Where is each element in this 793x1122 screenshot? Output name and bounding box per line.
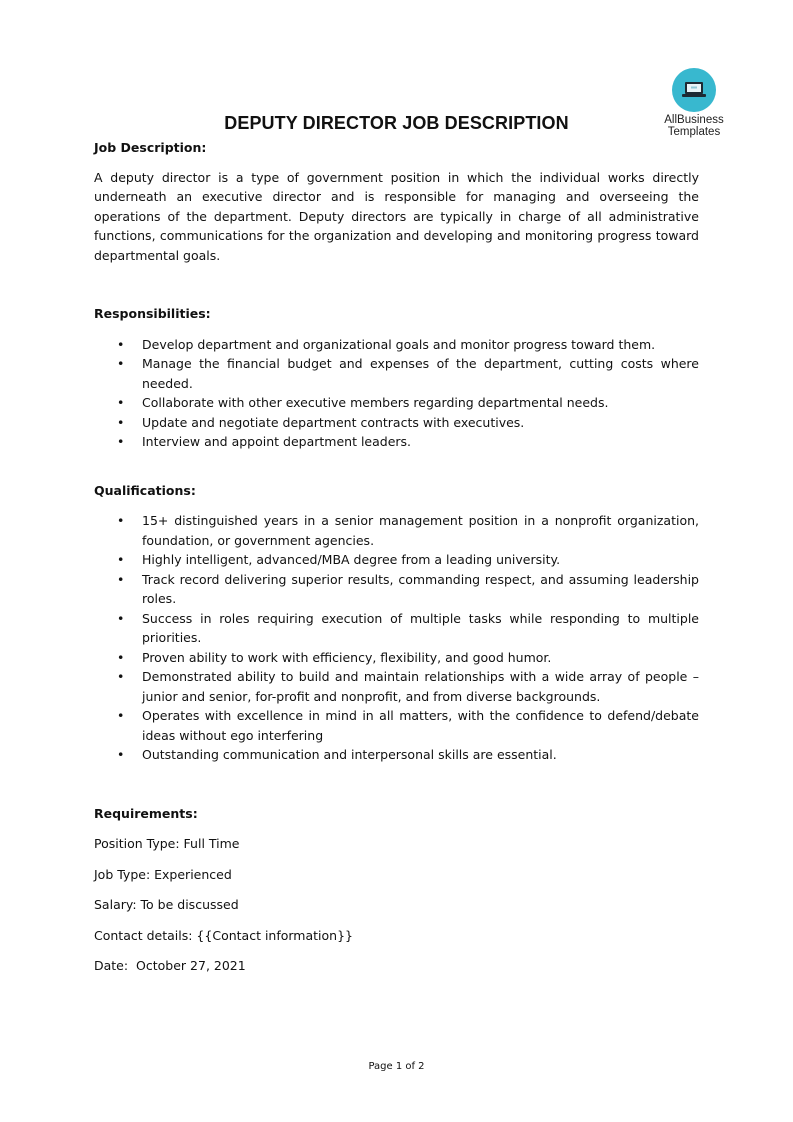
bullet-icon: • <box>117 669 125 684</box>
list-item: • Manage the financial budget and expenses of the department, cutting costs where needed. <box>117 356 699 391</box>
job-description-heading: Job Description: <box>94 140 207 155</box>
logo-circle <box>672 68 716 112</box>
responsibilities-list <box>94 335 699 452</box>
list-item: • Demonstrated ability to build and maintain relationships with a wide array of people – junior and senior, for-profit and nonprofit, and from diverse backgrounds. <box>117 669 699 704</box>
list-item: • Interview and appoint department leaders. <box>94 432 699 452</box>
document-title: DEPUTY DIRECTOR JOB DESCRIPTION <box>224 113 569 133</box>
bullet-icon: • <box>117 395 125 410</box>
logo-text-line2: Templates <box>667 126 721 138</box>
job-description-text: A deputy director is a type of government position in which the individual works directly underneath an executive director and is responsible for managing and overseeing the operations of the department. Deputy directors are typically in charge of all administrative functions, communications for the organization and developing and monitoring progress toward departmental goals. <box>94 169 699 263</box>
bullet-icon: • <box>117 552 125 567</box>
list-item: • Track record delivering superior results, commanding respect, and assuming leadership roles. <box>117 571 699 606</box>
qualifications-list <box>94 511 699 765</box>
list-item: • Outstanding communication and interpersonal skills are essential. <box>94 745 699 765</box>
job-type: Job Type: Experienced <box>94 866 232 882</box>
list-item: • Update and negotiate department contracts with executives. <box>94 413 699 433</box>
responsibilities-heading: Responsibilities: <box>94 306 211 321</box>
page-number: Page 1 of 2 <box>368 1061 425 1072</box>
bullet-icon: • <box>117 336 125 352</box>
date: Date: October 27, 2021 <box>94 958 246 973</box>
bullet-icon: • <box>117 610 125 626</box>
list-item: • Success in roles requiring execution of multiple tasks while responding to multiple priorities. <box>117 610 699 645</box>
contact-details: Contact details: {{Contact information}} <box>94 927 353 943</box>
bullet-icon: • <box>117 414 125 430</box>
bullet-icon: • <box>117 571 125 587</box>
bullet-icon: • <box>117 708 125 723</box>
position-type: Position Type: Full Time <box>94 836 240 851</box>
list-item: • Highly intelligent, advanced/MBA degree from a leading university. <box>94 550 699 570</box>
list-item: • Operates with excellence in mind in all matters, with the confidence to defend/debate ideas without ego interfering <box>117 708 699 743</box>
bullet-icon: • <box>117 513 125 528</box>
requirements-heading: Requirements: <box>94 805 198 821</box>
bullet-icon: • <box>117 434 125 449</box>
salary: Salary: To be discussed <box>94 897 239 912</box>
bullet-icon: • <box>117 747 125 762</box>
bullet-icon: • <box>117 356 125 371</box>
document-body <box>94 138 699 976</box>
logo-text-line1: AllBusiness <box>664 114 724 126</box>
qualifications-heading: Qualifications: <box>94 482 196 498</box>
bullet-icon: • <box>117 649 125 665</box>
list-item: • Collaborate with other executive members regarding departmental needs. <box>94 393 699 413</box>
list-item: • Proven ability to work with efficiency, flexibility, and good humor. <box>94 648 699 668</box>
laptop-icon <box>682 81 706 98</box>
list-item: • 15+ distinguished years in a senior management position in a nonprofit organization, foundation, or government agencies. <box>117 513 699 548</box>
list-item: • Develop department and organizational goals and monitor progress toward them. <box>94 335 699 355</box>
